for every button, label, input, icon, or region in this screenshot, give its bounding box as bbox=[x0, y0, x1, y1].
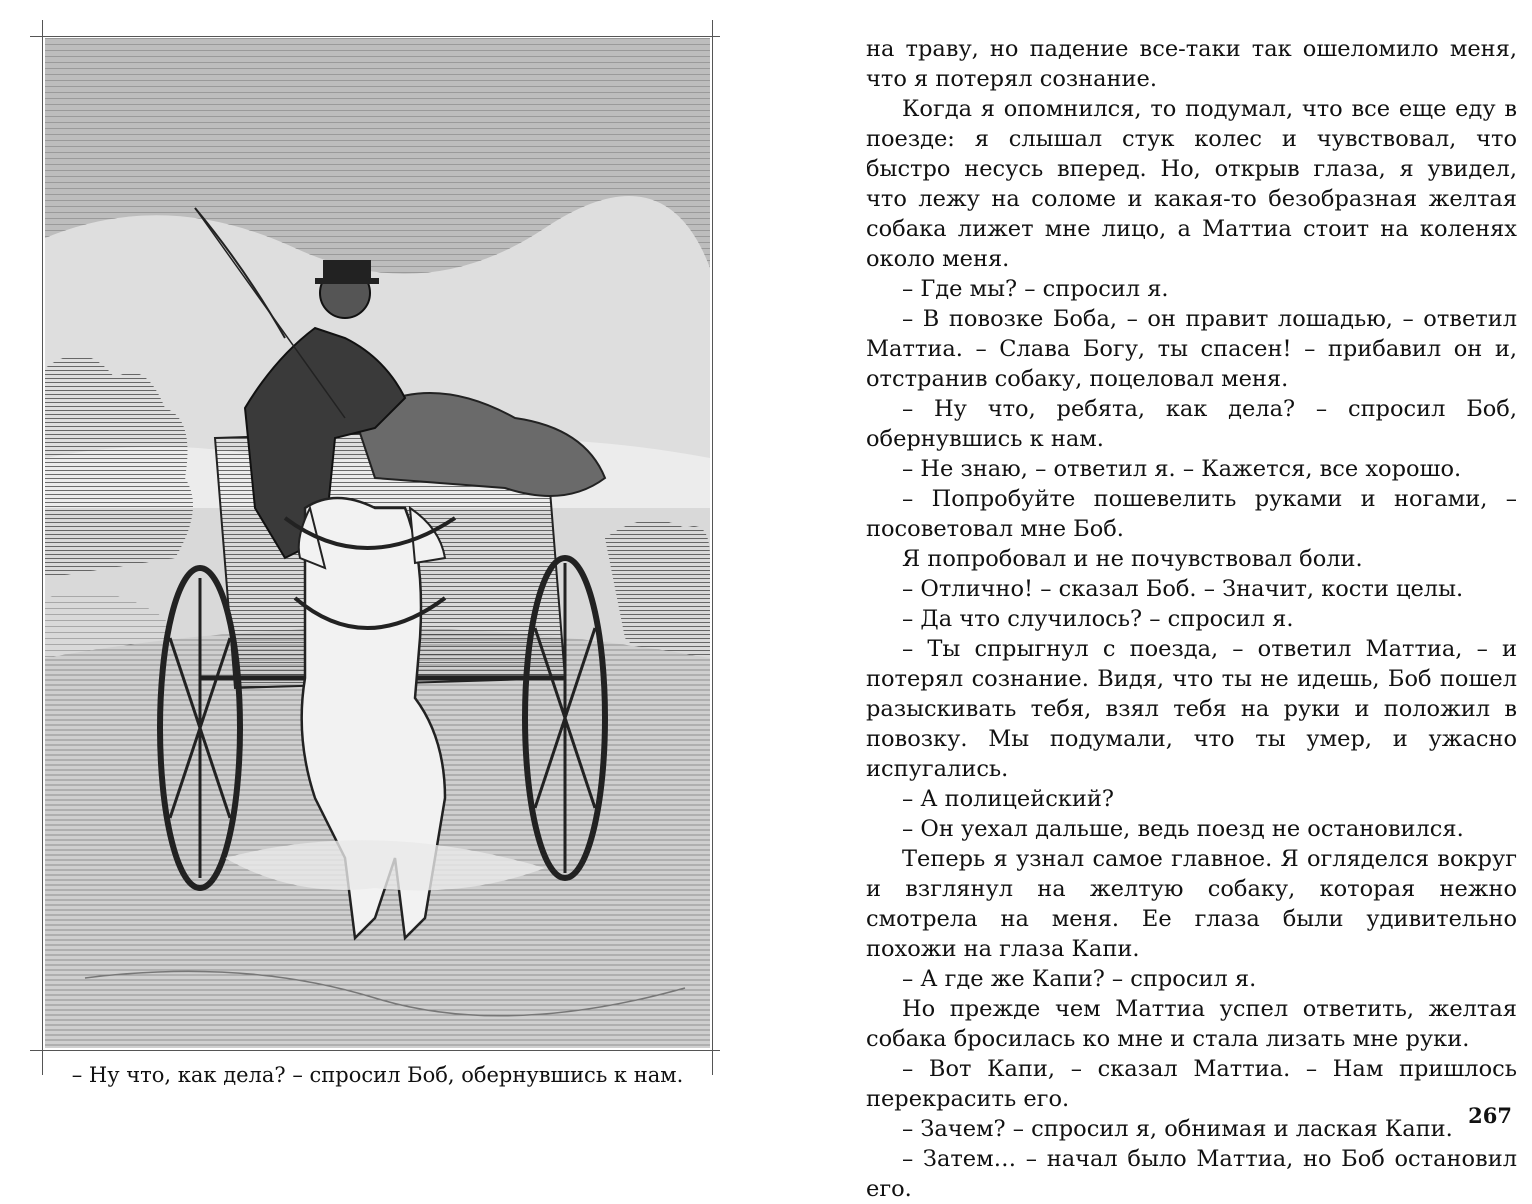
paragraph: – Отлично! – сказал Боб. – Значит, кости целы. bbox=[902, 576, 1464, 602]
paragraph: – А где же Капи? – спросил я. bbox=[902, 966, 1257, 992]
paragraph: Я попробовал и не почувствовал боли. bbox=[902, 546, 1363, 572]
illustration-engraving bbox=[45, 38, 710, 1048]
paragraph: – А полицейский? bbox=[902, 786, 1114, 812]
paragraph: – Ну что, ребята, как дела? – спросил Боб, обернувшись к нам. bbox=[866, 396, 1517, 452]
paragraph: – Вот Капи, – сказал Маттиа. – Нам пришлось перекрасить его. bbox=[866, 1056, 1517, 1112]
text-column bbox=[866, 34, 1517, 1204]
page-number: 267 bbox=[1468, 1103, 1512, 1128]
paragraph: – Где мы? – спросил я. bbox=[902, 276, 1169, 302]
illustration-caption: – Ну что, как дела? – спросил Боб, обернувшись к нам. bbox=[71, 1063, 684, 1087]
paragraph: – Зачем? – спросил я, обнимая и лаская Капи. bbox=[902, 1116, 1453, 1142]
crop-mark-left bbox=[42, 20, 43, 1075]
paragraph: – Да что случилось? – спросил я. bbox=[902, 606, 1294, 632]
paragraph: – Попробуйте пошевелить руками и ногами, – посоветовал мне Боб. bbox=[866, 486, 1517, 542]
cart-engraving bbox=[45, 38, 710, 1048]
paragraph: Но прежде чем Маттиа успел ответить, желтая собака бросилась ко мне и стала лизать мне руки. bbox=[866, 996, 1517, 1052]
paragraph: – Ты спрыгнул с поезда, – ответил Маттиа, – и потерял сознание. Видя, что ты не идешь, Боб пошел разыскивать тебя, взял тебя на руки и положил в повозку. Мы подумали, что ты умер, и ужасно испугались. bbox=[866, 636, 1517, 782]
paragraph: на траву, но падение все-таки так ошеломило меня, что я потерял сознание. bbox=[866, 36, 1517, 92]
paragraph: Когда я опомнился, то подумал, что все еще еду в поезде: я слышал стук колес и чувствовал, что быстро несусь вперед. Но, открыв глаза, я увидел, что лежу на соломе и какая-то безобразная желтая собака лижет мне лицо, а Маттиа стоит на коленях около меня. bbox=[866, 96, 1517, 272]
bush-right bbox=[605, 520, 710, 665]
crop-mark-top bbox=[30, 36, 720, 37]
paragraph: – Он уехал дальше, ведь поезд не остановился. bbox=[902, 816, 1464, 842]
crop-mark-bottom bbox=[30, 1050, 720, 1051]
paragraph: Теперь я узнал самое главное. Я огляделся вокруг и взглянул на желтую собаку, которая нежно смотрела на меня. Ее глаза были удивительно похожи на глаза Капи. bbox=[866, 846, 1517, 962]
crop-mark-right bbox=[712, 20, 713, 1075]
paragraph: – Затем… – начал было Маттиа, но Боб остановил его. bbox=[866, 1146, 1517, 1202]
paragraph: – В повозке Боба, – он правит лошадью, – ответил Маттиа. – Слава Богу, ты спасен! – прибавил он и, отстранив собаку, поцеловал меня. bbox=[866, 306, 1517, 392]
paragraph: – Не знаю, – ответил я. – Кажется, все хорошо. bbox=[902, 456, 1462, 482]
